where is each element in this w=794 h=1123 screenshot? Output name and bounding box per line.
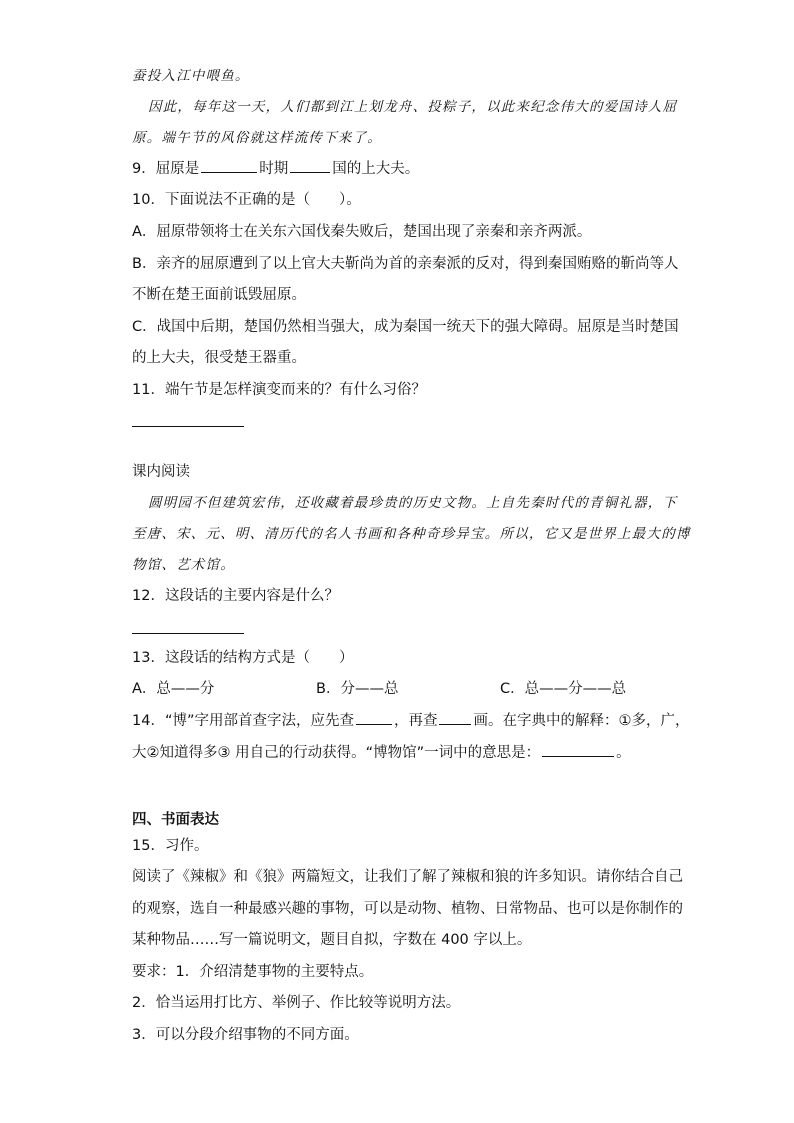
answer-line[interactable] xyxy=(132,633,244,634)
option-c-cont: 的上大夫，很受楚王器重。 xyxy=(132,350,306,366)
question-10-stem: 10．下面说法不正确的是（ ）。 xyxy=(132,192,361,208)
option-c: C．战国中后期，楚国仍然相当强大，成为秦国一统天下的强大障碍。屈原是当时楚国 xyxy=(132,319,679,335)
requirement: 要求：1．介绍清楚事物的主要特点。 xyxy=(132,964,374,980)
requirement: 2．恰当运用打比方、举例子、作比较等说明方法。 xyxy=(132,995,461,1011)
option-a: A．总——分 xyxy=(132,681,215,697)
question-text: 14．“博”字用部首查字法，应先查 xyxy=(132,713,354,729)
question-text: 大②知道得多③ 用自己的行动获得。“博物馆”一词中的意思是： xyxy=(132,745,541,761)
question-11: 11．端午节是怎样演变而来的？有什么习俗？ xyxy=(132,382,426,398)
passage-line: 蚕投入江中喂鱼。 xyxy=(132,68,250,84)
option-b: B．亲齐的屈原遭到了以上官大夫靳尚为首的亲秦派的反对，得到秦国贿赂的靳尚等人 xyxy=(132,256,679,272)
answer-blank[interactable] xyxy=(290,171,330,173)
question-text: 。 xyxy=(616,745,631,761)
question-15: 15．习作。 xyxy=(132,838,209,854)
answer-blank[interactable] xyxy=(356,723,392,725)
prompt-line: 阅读了《辣椒》和《狼》两篇短文，让我们了解了辣椒和狼的许多知识。请你结合自己 xyxy=(132,869,683,885)
option-c: C．总——分——总 xyxy=(500,681,627,697)
passage-line: 至唐、宋、元、明、清历代的名人书画和各种奇珍异宝。所以，它又是世界上最大的博 xyxy=(132,526,691,542)
question-text: 画。在字典中的解释：①多，广， xyxy=(473,713,690,729)
question-text: ，再查 xyxy=(393,713,438,729)
answer-blank[interactable] xyxy=(439,723,471,725)
question-12: 12．这段话的主要内容是什么？ xyxy=(132,588,339,604)
question-14-cont xyxy=(132,743,631,763)
answer-blank[interactable] xyxy=(542,755,614,757)
question-14 xyxy=(132,711,689,731)
section-heading: 四、书面表达 xyxy=(132,812,219,828)
section-label: 课内阅读 xyxy=(132,464,190,480)
requirement: 3．可以分段介绍事物的不同方面。 xyxy=(132,1027,359,1043)
answer-line[interactable] xyxy=(132,426,244,427)
passage-line: 物馆、艺术馆。 xyxy=(132,557,235,573)
question-text: 时期 xyxy=(259,161,289,177)
question-text: 9．屈原是 xyxy=(132,161,200,177)
prompt-line: 的观察，选自一种最感兴趣的事物，可以是动物、植物、日常物品、也可以是你制作的 xyxy=(132,901,683,917)
option-b-cont: 不断在楚王面前诋毁屈原。 xyxy=(132,287,306,303)
question-text: 国的上大夫。 xyxy=(332,161,420,177)
option-b: B．分——总 xyxy=(316,681,399,697)
answer-blank[interactable] xyxy=(201,171,257,173)
prompt-line: 某种物品……写一篇说明文，题目自拟，字数在 400 字以上。 xyxy=(132,932,532,948)
question-13-stem: 13．这段话的结构方式是（ ） xyxy=(132,650,354,666)
question-9 xyxy=(132,159,419,179)
passage-line: 原。端午节的风俗就这样流传下来了。 xyxy=(132,130,382,146)
passage-line: 因此，每年这一天，人们都到江上划龙舟、投粽子，以此来纪念伟大的爱国诗人屈 xyxy=(148,99,678,115)
passage-line: 圆明园不但建筑宏伟，还收藏着最珍贵的历史文物。上自先秦时代的青铜礼器，下 xyxy=(148,495,678,511)
option-a: A．屈原带领将士在关东六国伐秦失败后，楚国出现了亲秦和亲齐两派。 xyxy=(132,224,592,240)
